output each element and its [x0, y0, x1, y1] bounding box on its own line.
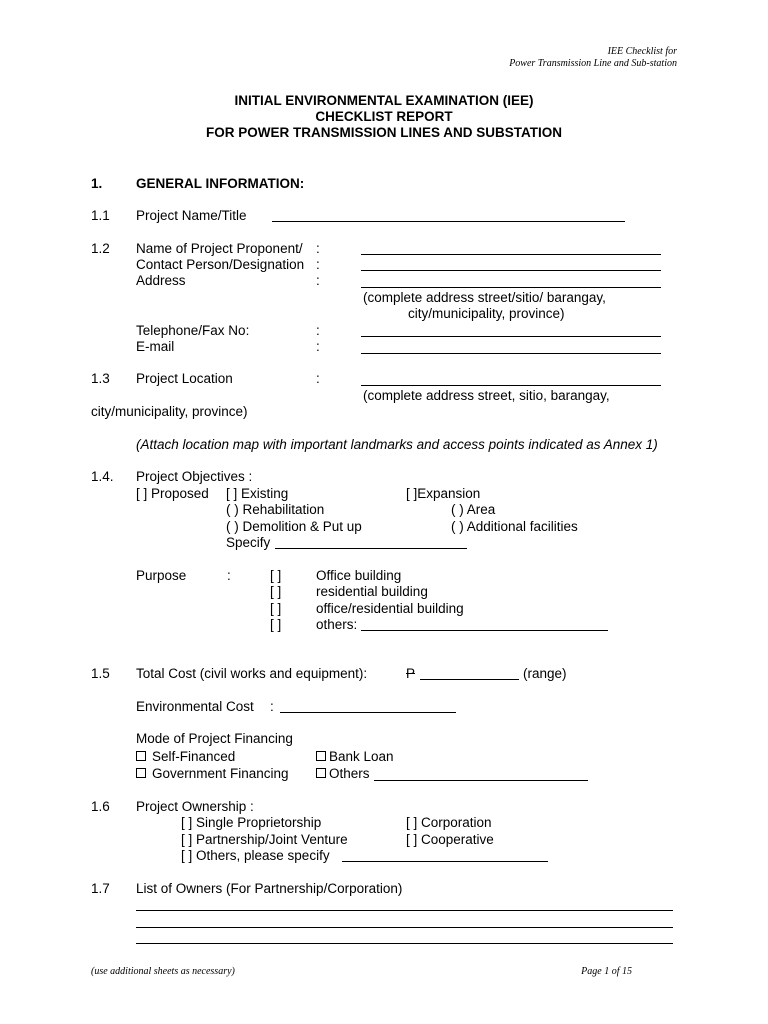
objectives-label: Project Objectives :	[136, 469, 253, 484]
page-number: Page 1 of 15	[581, 966, 632, 977]
total-cost-field[interactable]	[420, 679, 519, 680]
item-number-1-7: 1.7	[91, 881, 110, 896]
project-name-field[interactable]	[272, 221, 625, 222]
purpose-residential: residential building	[316, 584, 428, 599]
item-number-1-3: 1.3	[91, 371, 110, 386]
checkbox-icon	[136, 751, 146, 761]
phone-label: Telephone/Fax No:	[136, 323, 250, 338]
title-line-3: FOR POWER TRANSMISSION LINES AND SUBSTATION	[205, 125, 562, 140]
proponent-field[interactable]	[361, 254, 661, 255]
purpose-others-field[interactable]	[361, 630, 608, 631]
contact-label: Contact Person/Designation	[136, 257, 305, 272]
email-field[interactable]	[361, 353, 661, 354]
title-line-2: CHECKLIST REPORT	[315, 109, 453, 124]
colon: :	[270, 699, 274, 714]
purpose-others: others:	[316, 617, 358, 632]
ownership-single[interactable]: [ ] Single Proprietorship	[181, 815, 322, 830]
address-note-1: (complete address street/sitio/ barangay,	[363, 290, 606, 305]
item-number-1-6: 1.6	[91, 799, 110, 814]
owners-list-line[interactable]	[136, 943, 673, 944]
financing-others-field[interactable]	[374, 780, 588, 781]
ownership-cooperative[interactable]: [ ] Cooperative	[406, 832, 494, 847]
location-field[interactable]	[361, 385, 661, 386]
total-cost-label: Total Cost (civil works and equipment):	[136, 666, 368, 681]
specify-label: Specify	[226, 535, 271, 550]
colon: :	[227, 568, 231, 583]
range-label: (range)	[523, 666, 567, 681]
header-line-2: Power Transmission Line and Sub-station	[509, 58, 677, 69]
env-cost-label: Environmental Cost	[136, 699, 254, 714]
financing-others[interactable]	[316, 766, 370, 782]
bank-loan-label: Bank Loan	[329, 749, 394, 764]
contact-field[interactable]	[361, 270, 661, 271]
financing-self[interactable]	[136, 749, 235, 765]
option-area[interactable]: ( ) Area	[451, 502, 496, 517]
ownership-others-field[interactable]	[342, 861, 548, 862]
purpose-checkbox[interactable]: [ ]	[270, 617, 282, 632]
self-financed-label: Self-Financed	[152, 749, 236, 764]
address-note-2: city/municipality, province)	[408, 306, 565, 321]
env-cost-field[interactable]	[280, 712, 456, 713]
ownership-label: Project Ownership :	[136, 799, 254, 814]
others-label: Others	[329, 766, 370, 781]
purpose-checkbox[interactable]: [ ]	[270, 568, 282, 583]
section-heading: GENERAL INFORMATION:	[136, 176, 305, 191]
owners-list-line[interactable]	[136, 910, 673, 911]
colon: :	[316, 339, 320, 354]
purpose-checkbox[interactable]: [ ]	[270, 584, 282, 599]
owners-list-label: List of Owners (For Partnership/Corporation)	[136, 881, 403, 896]
option-proposed[interactable]: [ ] Proposed	[136, 486, 209, 501]
item-number-1-5: 1.5	[91, 666, 110, 681]
purpose-checkbox[interactable]: [ ]	[270, 601, 282, 616]
ownership-corporation[interactable]: [ ] Corporation	[406, 815, 492, 830]
item-number-1-1: 1.1	[91, 208, 110, 223]
item-number-1-4: 1.4.	[91, 469, 114, 484]
purpose-office: Office building	[316, 568, 402, 583]
checkbox-icon	[316, 768, 326, 778]
owners-list-line[interactable]	[136, 927, 673, 928]
proponent-label: Name of Project Proponent/	[136, 241, 303, 256]
title-line-1: INITIAL ENVIRONMENTAL EXAMINATION (IEE)	[234, 93, 534, 108]
peso-sign: P	[406, 666, 416, 681]
header-line-1: IEE Checklist for	[607, 46, 677, 57]
address-label: Address	[136, 273, 186, 288]
section-number: 1.	[91, 176, 103, 191]
colon: :	[316, 241, 320, 256]
option-expansion[interactable]: [ ]Expansion	[406, 486, 481, 501]
colon: :	[316, 257, 320, 272]
checkbox-icon	[136, 768, 146, 778]
option-demolition[interactable]: ( ) Demolition & Put up	[226, 519, 362, 534]
attach-map-note: (Attach location map with important landmarks and access points indicated as Annex 1)	[136, 437, 658, 452]
location-label: Project Location	[136, 371, 233, 386]
financing-government[interactable]	[136, 766, 289, 782]
purpose-office-residential: office/residential building	[316, 601, 464, 616]
gov-financing-label: Government Financing	[152, 766, 289, 781]
project-name-label: Project Name/Title	[136, 208, 247, 223]
purpose-label: Purpose	[136, 568, 187, 583]
address-field[interactable]	[361, 287, 661, 288]
financing-label: Mode of Project Financing	[136, 731, 293, 746]
colon: :	[316, 323, 320, 338]
option-rehabilitation[interactable]: ( ) Rehabilitation	[226, 502, 325, 517]
colon: :	[316, 371, 320, 386]
checkbox-icon	[316, 751, 326, 761]
colon: :	[316, 273, 320, 288]
specify-field[interactable]	[275, 548, 467, 549]
financing-bank[interactable]	[316, 749, 394, 765]
email-label: E-mail	[136, 339, 175, 354]
phone-field[interactable]	[361, 336, 661, 337]
footer-note: (use additional sheets as necessary)	[91, 966, 235, 977]
location-note-2: city/municipality, province)	[91, 404, 248, 419]
ownership-partnership[interactable]: [ ] Partnership/Joint Venture	[181, 832, 348, 847]
ownership-others[interactable]: [ ] Others, please specify	[181, 848, 330, 863]
item-number-1-2: 1.2	[91, 241, 110, 256]
option-existing[interactable]: [ ] Existing	[226, 486, 289, 501]
location-note-1: (complete address street, sitio, barangay,	[363, 388, 610, 403]
option-additional-facilities[interactable]: ( ) Additional facilities	[451, 519, 578, 534]
